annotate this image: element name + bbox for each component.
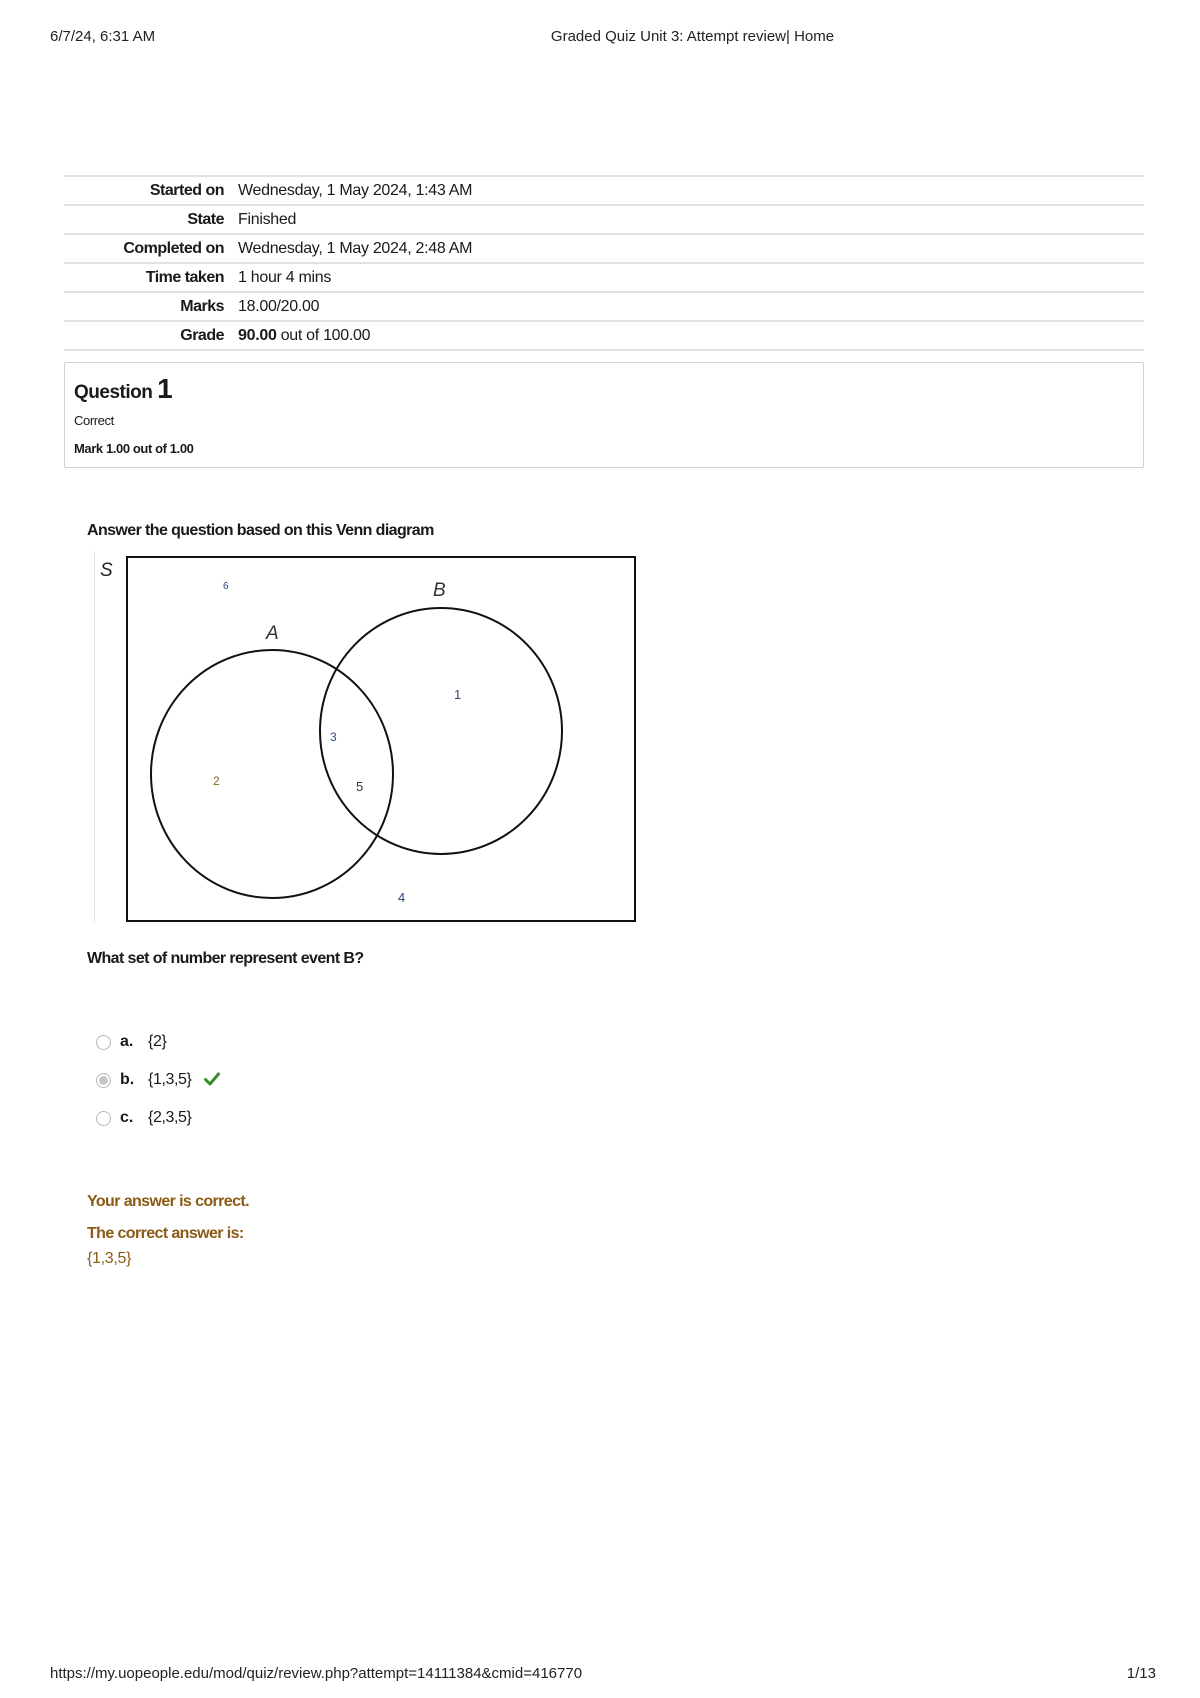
print-title: Graded Quiz Unit 3: Attempt review| Home	[550, 28, 835, 45]
option-text: {2,3,5}	[148, 1109, 192, 1126]
venn-element-intersection-top: 3	[330, 730, 337, 744]
summary-row-time-taken	[64, 263, 1144, 292]
summary-value: 18.00/20.00	[238, 297, 320, 315]
radio-button-c[interactable]	[96, 1111, 111, 1126]
summary-row-completed	[64, 234, 1144, 263]
question-text: What set of number represent event B?	[87, 950, 364, 967]
option-letter: b.	[120, 1071, 135, 1088]
radio-button-a[interactable]	[96, 1035, 111, 1050]
summary-label: Started on	[149, 181, 224, 199]
summary-row-grade	[64, 321, 1144, 350]
set-a-circle	[151, 650, 393, 898]
summary-value: Wednesday, 1 May 2024, 1:43 AM	[238, 181, 473, 199]
question-prompt: Answer the question based on this Venn diagram	[87, 522, 434, 539]
summary-label: Time taken	[145, 268, 224, 286]
universe-rectangle	[127, 557, 635, 921]
question-number: 1	[157, 373, 173, 404]
question-state: Correct	[74, 413, 114, 428]
question-heading	[74, 373, 172, 405]
correct-answer-label: The correct answer is:	[87, 1225, 244, 1242]
summary-label: Marks	[180, 297, 224, 315]
correct-check-icon	[204, 1072, 220, 1086]
option-letter: a.	[120, 1033, 134, 1050]
venn-diagram	[94, 551, 638, 922]
grade-score: 90.00	[238, 326, 277, 344]
question-info-box	[64, 362, 1144, 468]
summary-value	[232, 321, 1144, 350]
venn-element-b-only: 1	[454, 687, 462, 702]
correct-answer-value: {1,3,5}	[87, 1250, 132, 1267]
page-number: 1/13	[1126, 1665, 1156, 1682]
option-text: {2}	[148, 1033, 167, 1050]
general-feedback: Your answer is correct.	[87, 1193, 249, 1210]
attempt-summary-table	[64, 175, 1144, 351]
summary-row-state	[64, 205, 1144, 234]
option-letter: c.	[120, 1109, 134, 1126]
question-label: Question	[74, 382, 153, 403]
grade-out-of: out of 100.00	[276, 326, 371, 344]
venn-element-outside-top: 6	[223, 581, 229, 592]
radio-button-b[interactable]	[96, 1073, 111, 1088]
print-date: 6/7/24, 6:31 AM	[50, 28, 156, 45]
set-b-circle	[320, 608, 562, 854]
summary-label: Completed on	[123, 239, 224, 257]
summary-label: Grade	[180, 326, 224, 344]
option-text: {1,3,5}	[148, 1071, 192, 1088]
venn-element-a-only: 2	[213, 774, 220, 788]
venn-element-intersection-bottom: 5	[356, 779, 364, 794]
set-a-label: A	[266, 623, 279, 644]
set-b-label: B	[433, 580, 446, 601]
print-header	[0, 28, 1200, 50]
print-url: https://my.uopeople.edu/mod/quiz/review.php?attempt=14111384&cmid=416770	[50, 1665, 583, 1682]
summary-row-started	[64, 176, 1144, 205]
summary-value: Finished	[238, 210, 297, 228]
venn-element-outside-bottom: 4	[398, 890, 406, 905]
question-mark: Mark 1.00 out of 1.00	[74, 441, 194, 456]
universe-label: S	[100, 560, 113, 581]
summary-label: State	[187, 210, 224, 228]
summary-row-marks	[64, 292, 1144, 321]
summary-value: 1 hour 4 mins	[238, 268, 332, 286]
summary-value: Wednesday, 1 May 2024, 2:48 AM	[238, 239, 473, 257]
